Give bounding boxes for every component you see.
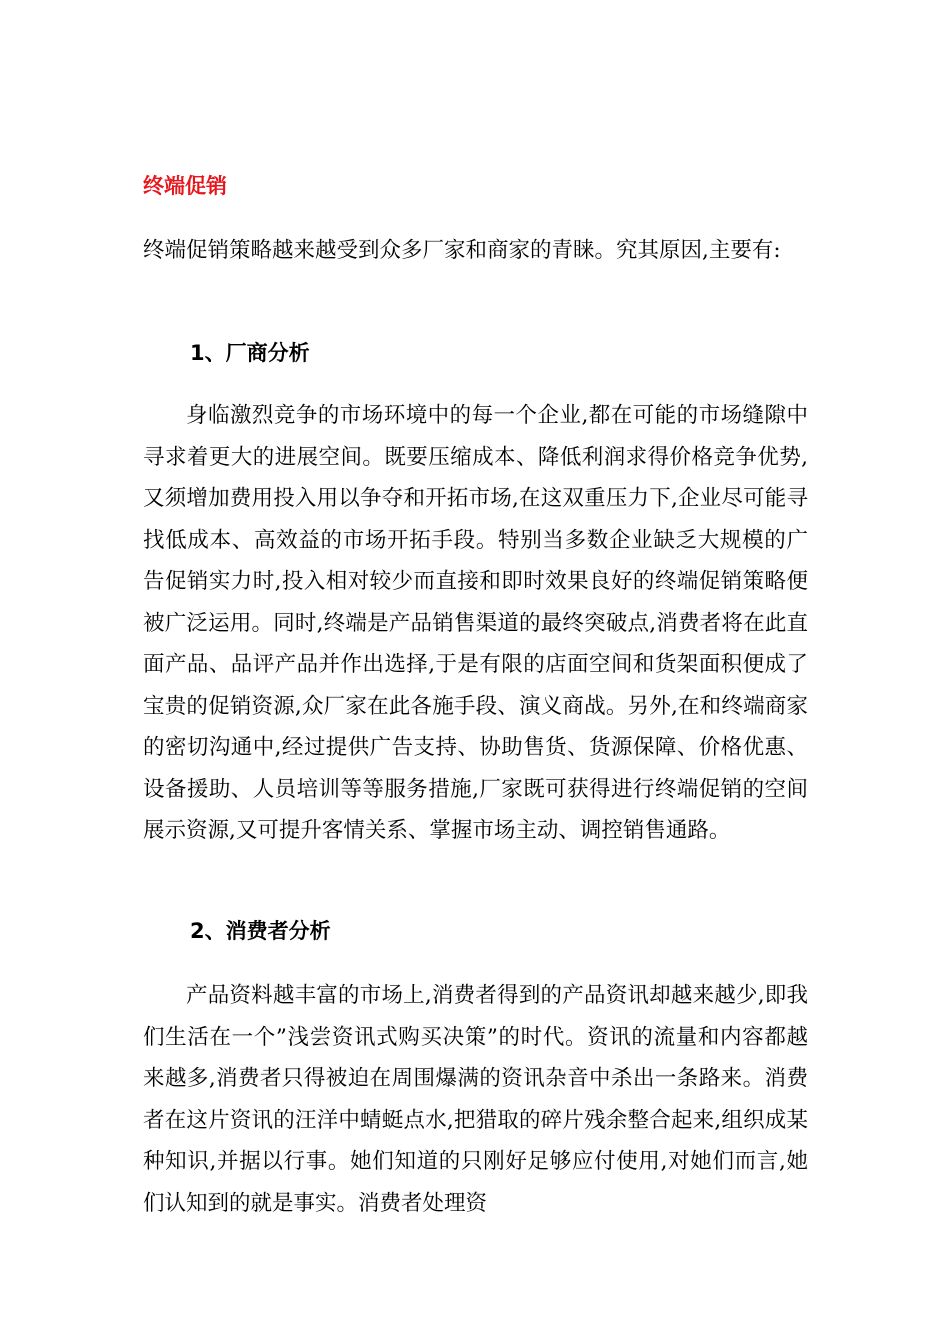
section-heading-manufacturer: 1、厂商分析 bbox=[190, 341, 310, 365]
intro-paragraph: 终端促销策略越来越受到众多厂家和商家的青睐。究其原因,主要有: bbox=[143, 238, 781, 263]
document-title: 终端促销 bbox=[143, 174, 227, 198]
section-body-consumer: 产品资料越丰富的市场上,消费者得到的产品资讯却越来越少,即我们生活在一个”浅尝资讯式购买决策”的时代。资讯的流量和内容都越来越多,消费者只得被迫在周围爆满的资讯杂音中杀出一条路来。消费者在这片资讯的汪洋中蜻蜓点水,把猎取的碎片残余整合起来,组织成某种知识,并据以行事。她们知道的只刚好足够应付使用,对她们而言,她们认知到的就是事实。消费者处理资 bbox=[143, 983, 808, 1216]
section-body-manufacturer: 身临激烈竞争的市场环境中的每一个企业,都在可能的市场缝隙中寻求着更大的进展空间。既要压缩成本、降低利润求得价格竞争优势,又须增加费用投入用以争夺和开拓市场,在这双重压力下,企业尽可能寻找低成本、高效益的市场开拓手段。特别当多数企业缺乏大规模的广告促销实力时,投入相对较少而直接和即时效果良好的终端促销策略便被广泛运用。同时,终端是产品销售渠道的最终突破点,消费者将在此直面产品、品评产品并作出选择,于是有限的店面空间和货架面积便成了宝贵的促销资源,众厂家在此各施手段、演义商战。另外,在和终端商家的密切沟通中,经过提供广告支持、协助售货、货源保障、价格优惠、设备援助、人员培训等等服务措施,厂家既可获得进行终端促销的空间展示资源,又可提升客情关系、掌握市场主动、调控销售通路。 bbox=[143, 403, 808, 843]
section-heading-consumer: 2、消费者分析 bbox=[190, 919, 331, 943]
